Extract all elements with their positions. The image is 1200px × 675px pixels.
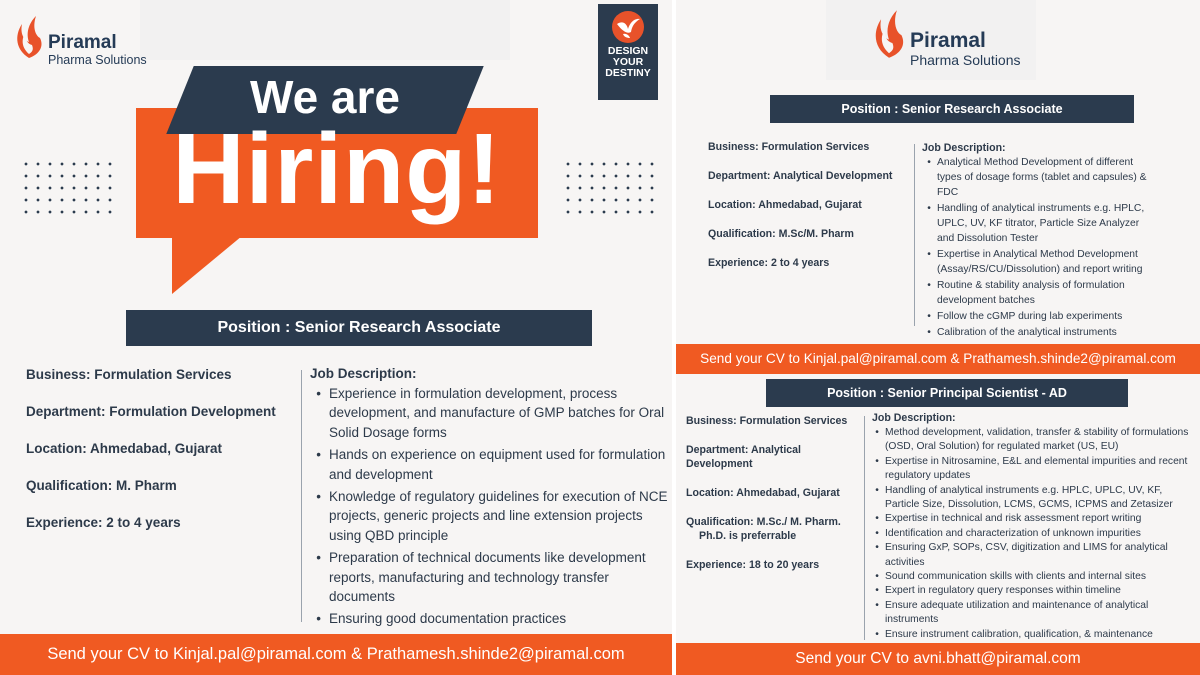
cv-footer-job1: Send your CV to Kinjal.pal@piramal.com & Prathamesh.shinde2@piramal.com (676, 344, 1200, 374)
list-item: • Method development, validation, transfer & stability of formulations (OSD, Oral Solution) for regulated market (US, EU) (885, 426, 1197, 455)
qualification-label: Qualification: M.Sc./ M. Pharm. (686, 516, 841, 528)
list-item: • Experience in formulation development, process development, and manufacture of GMP batches for Oral Solid Dosage forms (329, 384, 669, 442)
badge-line-2: YOUR (612, 56, 644, 69)
list-item: • Identification and characterization of unknown impurities (885, 527, 1197, 541)
department-label: Department: Formulation Development (26, 404, 276, 419)
business-label: Business: Formulation Services (686, 415, 848, 427)
hiring-text: Hiring! (172, 113, 502, 225)
department-label: Department: Analytical Development (708, 170, 893, 182)
list-item: • Expertise in technical and risk assessment report writing (885, 512, 1197, 526)
dot-pattern-right (562, 158, 658, 214)
list-item: • Preparation of technical documents like development reports, manufacturing and technology transfer documents (329, 548, 669, 606)
cv-footer-job2: Send your CV to avni.bhatt@piramal.com (676, 643, 1200, 675)
we-are-text: We are (249, 71, 401, 123)
divider (301, 370, 302, 622)
location-label: Location: Ahmedabad, Gujarat (26, 441, 223, 456)
hiring-poster-right (676, 0, 1200, 675)
position-title-bar: Position : Senior Principal Scientist - AD (766, 379, 1128, 407)
divider (864, 416, 865, 640)
location-label: Location: Ahmedabad, Gujarat (686, 487, 840, 499)
job-description-title: Job Description: (922, 142, 1006, 154)
watermark (140, 0, 510, 60)
list-item: • Expertise in Analytical Method Development (Assay/RS/CU/Dissolution) and report writing (937, 247, 1153, 277)
piramal-flame-icon (14, 14, 44, 60)
department-label: Department: Analytical (686, 444, 801, 456)
job-description-title: Job Description: (310, 366, 417, 381)
department-label-cont: Development (686, 458, 753, 470)
piramal-flame-icon (872, 8, 906, 60)
job-description-list (329, 384, 669, 629)
list-item: • Handling of analytical instruments e.g. HPLC, UPLC, UV, KF, Particle Size, Dissolution, LCMS, GCMS, ICPMS and Zetasizer (885, 484, 1197, 513)
experience-label: Experience: 2 to 4 years (26, 515, 181, 530)
list-item: • Ensure adequate utilization and maintenance of analytical instruments (885, 599, 1197, 628)
list-item: • Expertise in Nitrosamine, E&L and elemental impurities and recent regulatory updates (885, 455, 1197, 484)
job-description-list (937, 155, 1153, 340)
piramal-logo (872, 8, 1021, 67)
list-item: • Ensuring GxP, SOPs, CSV, digitization and LIMS for analytical activities (885, 541, 1197, 570)
piramal-logo (14, 14, 147, 67)
logo-subtitle: Pharma Solutions (910, 52, 1021, 68)
location-label: Location: Ahmedabad, Gujarat (708, 199, 862, 211)
design-your-destiny-badge (598, 4, 658, 100)
divider (914, 144, 915, 326)
position-title-bar: Position : Senior Research Associate (770, 95, 1134, 123)
business-label: Business: Formulation Services (26, 367, 232, 382)
job-description-title: Job Description: (872, 412, 956, 424)
badge-line-3: DESTINY (605, 67, 651, 80)
list-item: • Analytical Method Development of different types of dosage forms (tablet and capsules) & FDC (937, 155, 1153, 200)
list-item: • Routine & stability analysis of formulation development batches (937, 278, 1153, 308)
business-label: Business: Formulation Services (708, 141, 870, 153)
logo-brand: Piramal (48, 32, 117, 53)
job-description-list (885, 426, 1197, 642)
list-item: • Handling of analytical instruments e.g. HPLC, UPLC, UV, KF titrator, Particle Size Analyzer and Dissolution Tester (937, 201, 1153, 246)
list-item: • Calibration of the analytical instruments (937, 325, 1153, 340)
list-item: • Hands on experience on equipment used for formulation and development (329, 445, 669, 484)
dot-pattern-left (20, 158, 116, 214)
logo-subtitle: Pharma Solutions (48, 53, 147, 67)
qualification-label: Qualification: M.Sc/M. Pharm (708, 228, 854, 240)
list-item: • Knowledge of regulatory guidelines for execution of NCE projects, generic projects and line extension projects using QBD principle (329, 487, 669, 545)
qualification-label: Qualification: M. Pharm (26, 478, 177, 493)
logo-brand: Piramal (910, 29, 986, 52)
list-item: • Sound communication skills with clients and internal sites (885, 570, 1197, 584)
experience-label: Experience: 2 to 4 years (708, 257, 830, 269)
list-item: • Ensure instrument calibration, qualification, & maintenance (885, 628, 1197, 642)
speech-bubble-tail (172, 236, 242, 294)
position-title-bar: Position : Senior Research Associate (126, 310, 592, 346)
cv-footer: Send your CV to Kinjal.pal@piramal.com & Prathamesh.shinde2@piramal.com (0, 634, 672, 675)
experience-label: Experience: 18 to 20 years (686, 559, 820, 571)
qualification-label-cont: Ph.D. is preferrable (699, 530, 797, 542)
list-item: • Expert in regulatory query responses within timeline (885, 584, 1197, 598)
list-item: • Ensuring good documentation practices (329, 609, 669, 628)
badge-line-1: DESIGN (607, 45, 649, 57)
birds-icon (611, 10, 645, 44)
list-item: • Follow the cGMP during lab experiments (937, 309, 1153, 324)
